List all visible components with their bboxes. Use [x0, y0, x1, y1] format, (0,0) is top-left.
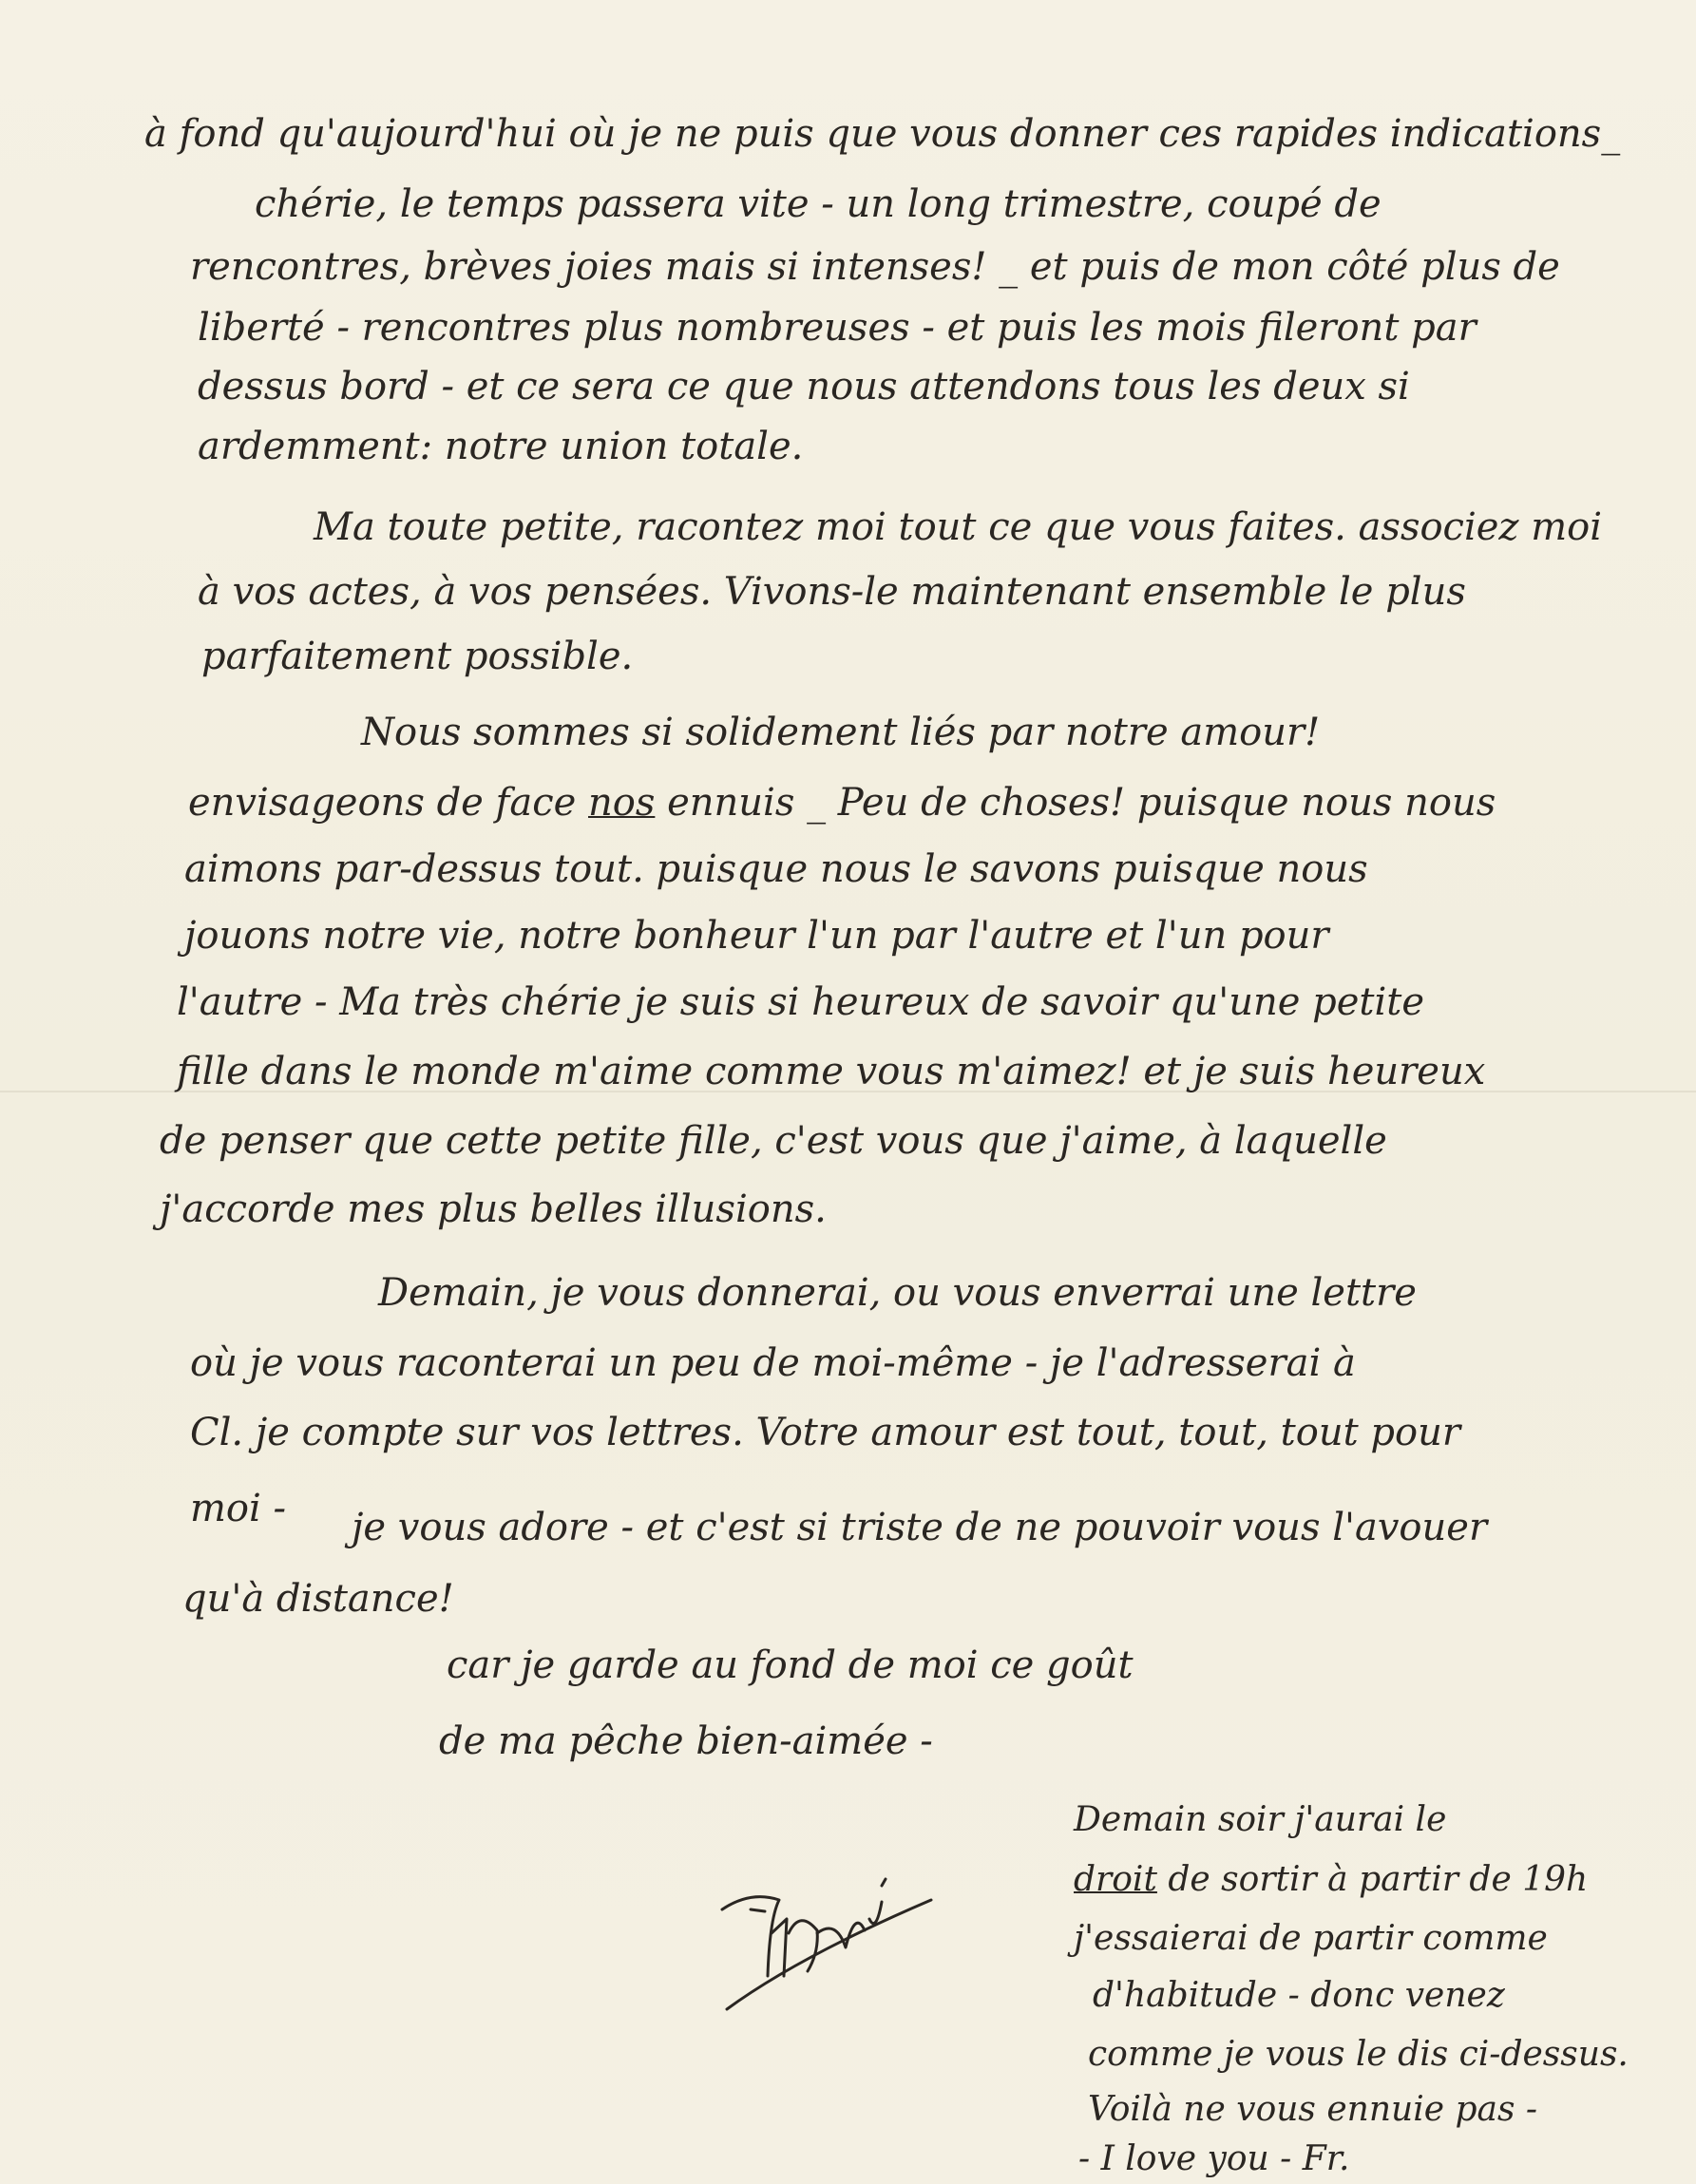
letter-line: jouons notre vie, notre bonheur l'un par l'autre et l'un pour — [184, 914, 1329, 958]
letter-line — [188, 781, 1496, 825]
letter-line: dessus bord - et ce sera ce que nous attendons tous les deux si — [198, 365, 1410, 408]
letter-line: Nous sommes si solidement liés par notre amour! — [361, 711, 1321, 754]
signature — [713, 1843, 960, 2023]
letter-line: Ma toute petite, racontez moi tout ce que vous faites. associez moi — [314, 505, 1603, 549]
letter-text: envisageons de face — [188, 781, 577, 825]
underlined-word: droit — [1074, 1860, 1157, 1899]
letter-line: Demain, je vous donnerai, ou vous enverrai une lettre — [378, 1271, 1417, 1315]
postscript-line: Voilà ne vous ennuie pas - — [1088, 2090, 1538, 2129]
postscript-line: d'habitude - donc venez — [1093, 1976, 1505, 2015]
letter-line: Cl. je compte sur vos lettres. Votre amour est tout, tout, tout pour — [190, 1411, 1460, 1454]
letter-text: ennuis _ Peu de choses! puisque nous nous — [667, 781, 1496, 825]
letter-line: liberté - rencontres plus nombreuses - et puis les mois fileront par — [198, 306, 1477, 350]
letter-line: rencontres, brèves joies mais si intenses! _ et puis de mon côté plus de — [190, 245, 1560, 289]
letter-line: de ma pêche bien-aimée - — [439, 1719, 933, 1763]
letter-line: l'autre - Ma très chérie je suis si heureux de savoir qu'une petite — [177, 980, 1424, 1024]
letter-line: chérie, le temps passera vite - un long trimestre, coupé de — [255, 182, 1382, 226]
postscript-line: - I love you - Fr. — [1078, 2139, 1350, 2178]
letter-line: moi - — [190, 1487, 287, 1530]
letter-line: ardemment: notre union totale. — [198, 425, 804, 468]
letter-line: à fond qu'aujourd'hui où je ne puis que vous donner ces rapides indications_ — [144, 112, 1621, 156]
postscript-text: de sortir à partir de 19h — [1168, 1860, 1589, 1899]
letter-line: de penser que cette petite fille, c'est vous que j'aime, à laquelle — [160, 1119, 1387, 1163]
letter-line: fille dans le monde m'aime comme vous m'aimez! et je suis heureux — [177, 1050, 1486, 1093]
letter-line: aimons par-dessus tout. puisque nous le savons puisque nous — [184, 847, 1368, 891]
letter-line: qu'à distance! — [182, 1577, 454, 1621]
letter-line: parfaitement possible. — [201, 635, 634, 678]
letter-line: j'accorde mes plus belles illusions. — [160, 1187, 827, 1231]
letter-line: où je vous raconterai un peu de moi-même - je l'adresserai à — [190, 1341, 1356, 1385]
postscript-line: comme je vous le dis ci-dessus. — [1088, 2035, 1629, 2074]
letter-line: à vos actes, à vos pensées. Vivons-le maintenant ensemble le plus — [198, 570, 1466, 614]
letter-line: car je garde au fond de moi ce goût — [447, 1643, 1134, 1687]
letter-line: je vous adore - et c'est si triste de ne pouvoir vous l'avouer — [352, 1506, 1488, 1549]
postscript-line: Demain soir j'aurai le — [1074, 1800, 1447, 1839]
postscript-line: j'essaierai de partir comme — [1074, 1919, 1548, 1958]
postscript-line — [1074, 1860, 1588, 1899]
underlined-word: nos — [588, 781, 656, 825]
